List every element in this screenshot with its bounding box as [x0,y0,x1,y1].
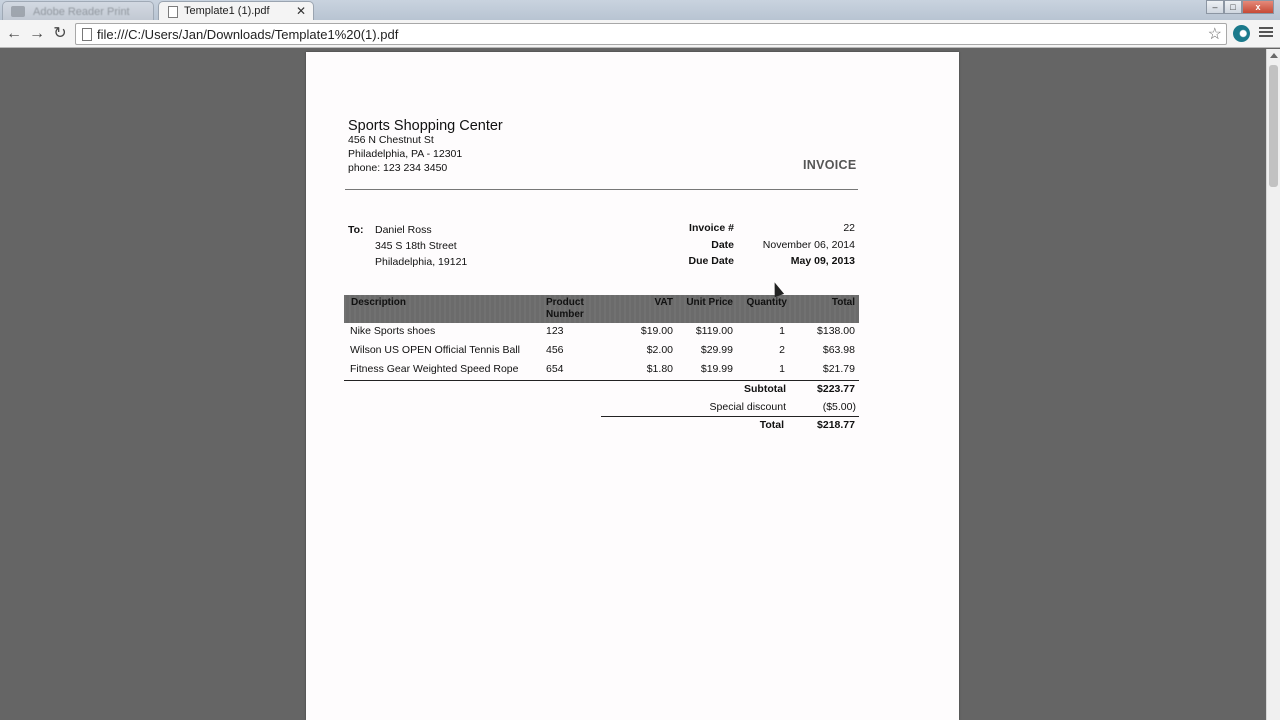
column-header-total: Total [831,297,855,308]
recipient-name: Daniel Ross [375,224,432,236]
invoice-title: INVOICE [803,158,857,172]
page-icon [82,28,92,41]
total-rule [601,416,859,417]
header-divider [345,189,858,190]
item-total: $138.00 [817,325,855,337]
date-value: November 06, 2014 [762,239,855,251]
item-total: $63.98 [822,344,855,356]
browser-toolbar [0,20,1280,48]
tab-close-icon[interactable]: ✕ [295,4,306,18]
to-label: To: [348,224,364,236]
invoice-number-label: Invoice # [689,222,734,234]
table-bottom-rule [344,380,859,381]
tab-active[interactable] [158,1,314,21]
scroll-thumb[interactable] [1269,65,1278,187]
items-table-header [344,295,859,323]
vertical-scrollbar[interactable] [1266,49,1280,720]
pdf-page-icon [168,6,178,18]
address-bar[interactable] [75,23,1227,45]
back-button[interactable]: ← [6,25,22,42]
column-header-quantity: Quantity [746,297,787,308]
column-header-product-line1: Product [546,297,584,308]
extension-icon[interactable] [1233,25,1250,42]
column-header-product-line2: Number [546,309,584,320]
tab-favicon-icon [11,6,25,17]
column-header-description: Description [351,297,407,308]
due-date-value: May 09, 2013 [790,255,855,267]
window-controls [1206,0,1274,16]
subtotal-value: $223.77 [817,383,855,395]
recipient-city: Philadelphia, 19121 [375,256,468,268]
item-product-number: 456 [546,344,564,356]
date-label: Date [711,239,734,251]
discount-value: ($5.00) [822,401,856,413]
minimize-button[interactable]: – [1206,0,1224,14]
company-phone: phone: 123 234 3450 [348,162,448,174]
item-unit-price: $19.99 [700,363,733,375]
tab-active-label: Template1 (1).pdf [184,5,270,17]
item-description: Nike Sports shoes [350,325,436,337]
item-total: $21.79 [822,363,855,375]
recipient-street: 345 S 18th Street [375,240,457,252]
window-close-button[interactable]: x [1242,0,1274,14]
column-header-vat: VAT [654,297,673,308]
item-description: Wilson US OPEN Official Tennis Ball [350,344,521,356]
item-quantity: 1 [779,325,785,337]
discount-label: Special discount [709,401,786,413]
item-vat: $2.00 [646,344,673,356]
scroll-up-arrow-icon[interactable] [1270,53,1278,58]
bookmark-star-icon[interactable]: ☆ [1207,26,1222,43]
item-vat: $1.80 [646,363,673,375]
column-header-unit-price: Unit Price [686,297,733,308]
total-value: $218.77 [817,419,855,431]
item-unit-price: $29.99 [700,344,733,356]
pdf-page [306,52,959,720]
subtotal-label: Subtotal [744,383,786,395]
title-bar [0,0,1280,20]
forward-button[interactable]: → [29,25,45,42]
item-quantity: 1 [779,363,785,375]
reload-button[interactable]: ↻ [53,25,67,42]
url-text[interactable]: file:///C:/Users/Jan/Downloads/Template1%20(1).pdf [97,27,399,42]
due-date-label: Due Date [688,255,734,267]
tab-inactive[interactable] [2,1,154,21]
item-description: Fitness Gear Weighted Speed Rope [350,363,519,375]
item-quantity: 2 [779,344,785,356]
item-product-number: 654 [546,363,564,375]
item-product-number: 123 [546,325,564,337]
company-address-line: 456 N Chestnut St [348,134,434,146]
total-label: Total [759,419,784,431]
item-unit-price: $119.00 [695,325,733,337]
company-address-line: Philadelphia, PA - 12301 [348,148,463,160]
invoice-number-value: 22 [843,222,855,234]
tab-inactive-label: Adobe Reader Print [33,6,130,18]
item-vat: $19.00 [640,325,673,337]
company-name: Sports Shopping Center [348,118,503,134]
column-header-product-number [546,297,584,321]
menu-icon[interactable] [1258,25,1274,41]
maximize-button[interactable]: □ [1224,0,1242,14]
